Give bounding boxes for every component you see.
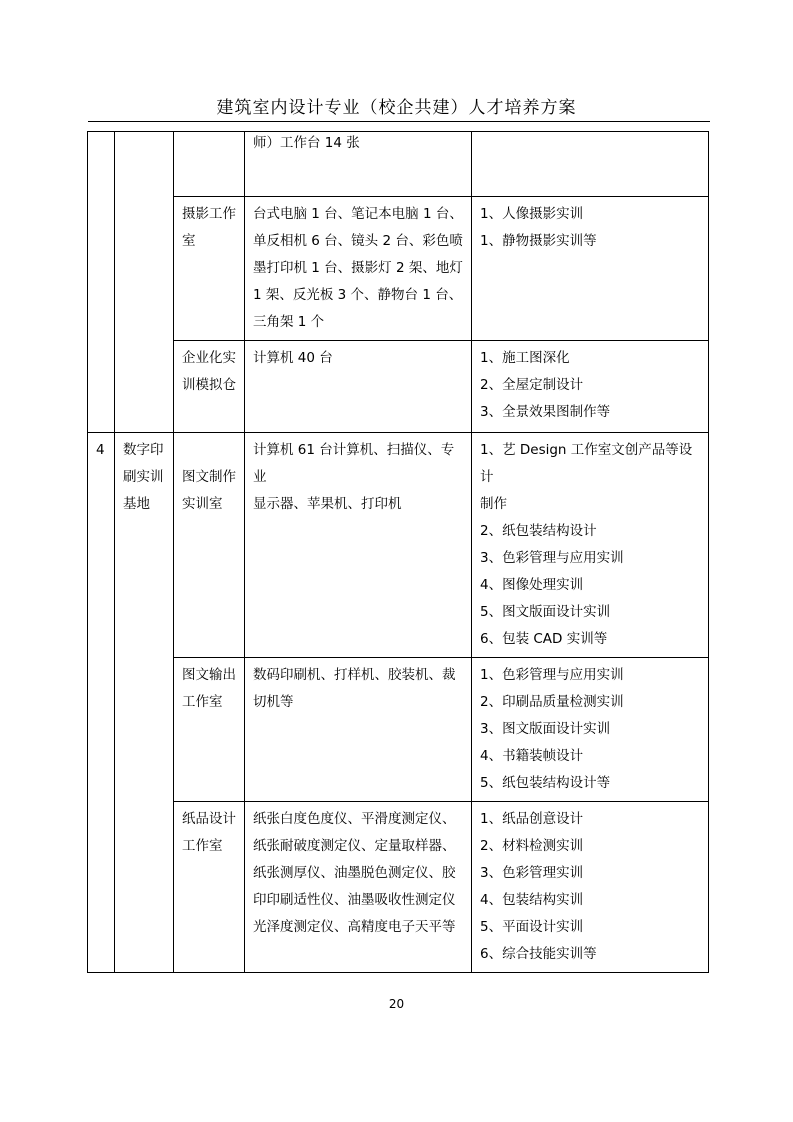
cell-number xyxy=(88,433,115,973)
room-name-line: 纸品设计 xyxy=(182,811,236,827)
table-row xyxy=(88,132,709,197)
project-line: 3、全景效果图制作等 xyxy=(480,404,611,420)
header-divider xyxy=(88,121,710,122)
table-row xyxy=(88,802,709,973)
base-number: 4 xyxy=(96,442,105,458)
room-name-line: 训模拟仓 xyxy=(182,377,236,393)
table-row xyxy=(88,197,709,341)
room-name-line: 摄影工作 xyxy=(182,206,236,222)
cell-room-name xyxy=(174,197,245,341)
cell-equipment xyxy=(245,132,472,197)
table-row xyxy=(88,658,709,802)
project-line: 制作 xyxy=(480,496,507,512)
project-line: 1、色彩管理与应用实训 xyxy=(480,667,624,683)
project-line: 2、印刷品质量检测实训 xyxy=(480,694,624,710)
equipment-line: 数码印刷机、打样机、胶装机、裁 xyxy=(253,667,456,683)
cell-training-projects xyxy=(472,433,709,658)
cell-room-name xyxy=(174,341,245,433)
project-line: 3、色彩管理与应用实训 xyxy=(480,550,624,566)
cell-number-continued xyxy=(88,132,115,433)
base-name-line: 刷实训 xyxy=(123,469,164,485)
training-facilities-table xyxy=(87,131,709,973)
cell-training-projects xyxy=(472,197,709,341)
project-line: 2、全屋定制设计 xyxy=(480,377,584,393)
room-name-line: 企业化实 xyxy=(182,350,236,366)
cell-training-projects xyxy=(472,802,709,973)
equipment-line: 切机等 xyxy=(253,694,294,710)
project-line: 1、静物摄影实训等 xyxy=(480,233,597,249)
project-line: 6、综合技能实训等 xyxy=(480,946,597,962)
equipment-line: 墨打印机 1 台、摄影灯 2 架、地灯 xyxy=(253,260,463,276)
project-line: 1、纸品创意设计 xyxy=(480,811,584,827)
equipment-line: 单反相机 6 台、镜头 2 台、彩色喷 xyxy=(253,233,463,249)
project-line: 5、平面设计实训 xyxy=(480,919,584,935)
room-name-line: 室 xyxy=(182,233,196,249)
base-name-line: 基地 xyxy=(123,496,150,512)
base-name-line: 数字印 xyxy=(123,442,164,458)
equipment-line: 台式电脑 1 台、笔记本电脑 1 台、 xyxy=(253,206,463,222)
equipment-line: 纸张白度色度仪、平滑度测定仪、 xyxy=(253,811,456,827)
table-row xyxy=(88,341,709,433)
project-line: 4、包装结构实训 xyxy=(480,892,584,908)
page-number: 20 xyxy=(388,997,405,1011)
equipment-line: 计算机 61 台计算机、扫描仪、专业 xyxy=(253,442,455,485)
equipment-line: 印印刷适性仪、油墨吸收性测定仪 xyxy=(253,892,456,908)
equipment-line: 计算机 40 台 xyxy=(253,350,333,366)
cell-equipment xyxy=(245,433,472,658)
cell-training-projects xyxy=(472,658,709,802)
project-line: 1、施工图深化 xyxy=(480,350,570,366)
equipment-line: 师）工作台 14 张 xyxy=(253,135,360,151)
page-header-title: 建筑室内设计专业（校企共建）人才培养方案 xyxy=(216,98,577,118)
project-line: 5、图文版面设计实训 xyxy=(480,604,611,620)
cell-room-name xyxy=(174,132,245,197)
project-line: 6、包装 CAD 实训等 xyxy=(480,631,608,647)
room-name-line: 图文输出 xyxy=(182,667,236,683)
table-row xyxy=(88,433,709,658)
cell-room-name xyxy=(174,802,245,973)
cell-equipment xyxy=(245,341,472,433)
room-name-line: 工作室 xyxy=(182,838,223,854)
cell-training-projects xyxy=(472,341,709,433)
project-line: 4、图像处理实训 xyxy=(480,577,584,593)
project-line: 4、书籍装帧设计 xyxy=(480,748,584,764)
room-name-line: 图文制作 xyxy=(182,469,236,485)
project-line: 3、图文版面设计实训 xyxy=(480,721,611,737)
cell-room-name xyxy=(174,658,245,802)
cell-room-name xyxy=(174,433,245,658)
project-line: 1、艺 Design 工作室文创产品等设计 xyxy=(480,442,693,485)
cell-training-projects xyxy=(472,132,709,197)
project-line: 5、纸包装结构设计等 xyxy=(480,775,611,791)
equipment-line: 纸张耐破度测定仪、定量取样器、 xyxy=(253,838,456,854)
cell-equipment xyxy=(245,658,472,802)
equipment-line: 纸张测厚仪、油墨脱色测定仪、胶 xyxy=(253,865,456,881)
equipment-line: 1 架、反光板 3 个、静物台 1 台、 xyxy=(253,287,463,303)
cell-base-name xyxy=(115,433,174,973)
project-line: 3、色彩管理实训 xyxy=(480,865,584,881)
cell-equipment xyxy=(245,802,472,973)
cell-base-name-continued xyxy=(115,132,174,433)
room-name-line: 实训室 xyxy=(182,496,223,512)
equipment-line: 光泽度测定仪、高精度电子天平等 xyxy=(253,919,456,935)
project-line: 1、人像摄影实训 xyxy=(480,206,584,222)
equipment-line: 三角架 1 个 xyxy=(253,314,325,330)
equipment-line: 显示器、苹果机、打印机 xyxy=(253,496,402,512)
room-name-line: 工作室 xyxy=(182,694,223,710)
project-line: 2、纸包装结构设计 xyxy=(480,523,597,539)
project-line: 2、材料检测实训 xyxy=(480,838,584,854)
cell-equipment xyxy=(245,197,472,341)
